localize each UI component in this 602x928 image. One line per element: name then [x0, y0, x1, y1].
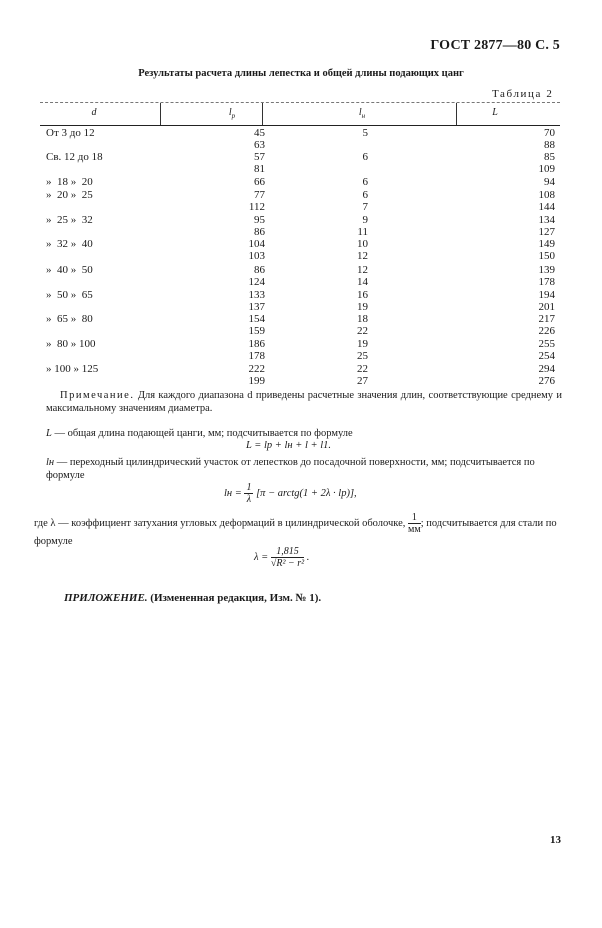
cell-lp: 45 63 [254, 127, 265, 151]
cell-L: 294 276 [538, 363, 555, 387]
cell-L: 194 201 [538, 289, 555, 313]
definition-lambda [34, 512, 564, 548]
formula-ln-right: [π − arctg(1 + 2λ · lр)], [256, 487, 357, 499]
column-divider [160, 103, 161, 125]
table-row [0, 264, 602, 288]
cell-d: » 20 » 25 [46, 189, 93, 201]
column-header-ln-symbol: l [358, 107, 362, 118]
cell-L: 255 254 [538, 338, 555, 362]
cell-ln: 6 7 [362, 189, 368, 213]
cell-lp: 95 86 [254, 214, 265, 238]
formula-L: L = lр + lн + l + l1. [246, 440, 331, 451]
table-row [0, 313, 602, 337]
cell-d: » 100 » 125 [46, 363, 99, 375]
column-header-lp-symbol: l [228, 107, 232, 118]
column-header-d: d [91, 107, 97, 118]
cell-lp: 104 103 [248, 238, 265, 262]
column-header-L: L [492, 107, 498, 118]
column-header-ln [354, 107, 370, 120]
cell-d: » 40 » 50 [46, 264, 93, 276]
appendix-note [64, 592, 321, 604]
formula-lambda [254, 546, 309, 569]
appendix-label: ПРИЛОЖЕНИЕ. [64, 592, 148, 604]
table-row [0, 127, 602, 151]
lambda-prefix: где λ — [34, 517, 69, 529]
fraction-denominator: мм [408, 524, 421, 535]
table-row [0, 238, 602, 262]
table-note [46, 389, 562, 415]
table-number: Таблица 2 [492, 88, 554, 100]
cell-lp: 57 81 [254, 151, 265, 175]
column-divider [262, 103, 263, 125]
appendix-text: (Измененная редакция, Изм. № 1). [150, 592, 322, 604]
cell-d: » 65 » 80 [46, 313, 93, 325]
table-title: Результаты расчета длины лепестка и общей длины подающих цанг [138, 68, 464, 79]
cell-d: » 32 » 40 [46, 238, 93, 250]
formula-lambda-left: λ = [254, 551, 269, 563]
cell-L: 139 178 [538, 264, 555, 288]
cell-lp: 222 199 [248, 363, 265, 387]
cell-ln: 18 22 [357, 313, 368, 337]
cell-d: » 50 » 65 [46, 289, 93, 301]
lambda-text-end: ; подсчитывается для стали по формуле [34, 517, 557, 547]
lambda-unit-fraction [408, 512, 421, 535]
cell-ln: 6 [362, 176, 368, 188]
cell-lp: 86 124 [248, 264, 265, 288]
cell-lp: 133 137 [248, 289, 265, 313]
cell-L: 149 150 [538, 238, 555, 262]
cell-ln: 16 19 [357, 289, 368, 313]
cell-d: » 18 » 20 [46, 176, 93, 188]
column-divider [456, 103, 457, 125]
table-row [0, 289, 602, 313]
cell-ln: 10 12 [357, 238, 368, 262]
definition-L [46, 427, 564, 440]
column-header-lp [224, 107, 240, 120]
column-header-ln-subscript: н [361, 112, 366, 120]
fraction-denominator: λ [246, 494, 252, 505]
document-header: ГОСТ 2877—80 С. 5 [430, 38, 560, 53]
cell-L: 134 127 [538, 214, 555, 238]
fraction-denominator: √R² − r² [270, 558, 305, 569]
cell-ln: 9 11 [357, 214, 368, 238]
table-top-rule [40, 102, 560, 103]
formula-ln [224, 482, 357, 505]
cell-d: От 3 до 12 [46, 127, 95, 139]
cell-lp: 186 178 [248, 338, 265, 362]
cell-d: » 80 » 100 [46, 338, 96, 350]
cell-ln: 22 27 [357, 363, 368, 387]
definition-ln-text: — переходный цилиндрический участок от лепестков до посадочной поверхности, мм; подсчитывается по формуле [46, 457, 535, 481]
cell-d: » 25 » 32 [46, 214, 93, 226]
cell-L: 108 144 [538, 189, 555, 213]
cell-lp: 66 [254, 176, 265, 188]
note-text: Для каждого диапазона d приведены расчетные значения длин, соответствующие среднему и максимальному значениям диаметра. [46, 390, 562, 414]
table-row [0, 363, 602, 387]
cell-d: Св. 12 до 18 [46, 151, 103, 163]
cell-lp: 77 112 [248, 189, 265, 213]
cell-lp: 154 159 [248, 313, 265, 337]
definition-L-text: — общая длина подающей цанги, мм; подсчитывается по формуле [54, 428, 353, 439]
cell-ln: 5 [362, 127, 368, 139]
cell-ln: 6 [362, 151, 368, 163]
formula-lambda-end: . [306, 551, 310, 563]
column-header-lp-subscript: р [231, 112, 236, 120]
formula-lambda-fraction [271, 546, 304, 569]
table-row [0, 214, 602, 238]
symbol-ln: lн [46, 457, 55, 468]
symbol-L: L [46, 428, 52, 439]
table-row [0, 189, 602, 213]
fraction-numerator: 1 [246, 482, 252, 493]
page-number: 13 [550, 834, 561, 846]
lambda-text: коэффициент затухания угловых деформаций в цилиндрической оболочке, [71, 517, 406, 529]
definition-ln [46, 456, 564, 482]
note-label: Примечание. [60, 390, 135, 401]
table-header-rule [40, 125, 560, 126]
cell-ln: 19 25 [357, 338, 368, 362]
fraction-numerator: 1,815 [271, 546, 304, 558]
table-row [0, 151, 602, 175]
cell-L: 94 [544, 176, 555, 188]
cell-ln: 12 14 [357, 264, 368, 288]
cell-L: 217 226 [538, 313, 555, 337]
formula-ln-fraction [244, 482, 253, 505]
cell-L: 85 109 [538, 151, 555, 175]
formula-ln-left: lн = [224, 487, 242, 499]
table-row [0, 338, 602, 362]
fraction-numerator: 1 [408, 512, 421, 524]
cell-L: 70 88 [544, 127, 555, 151]
